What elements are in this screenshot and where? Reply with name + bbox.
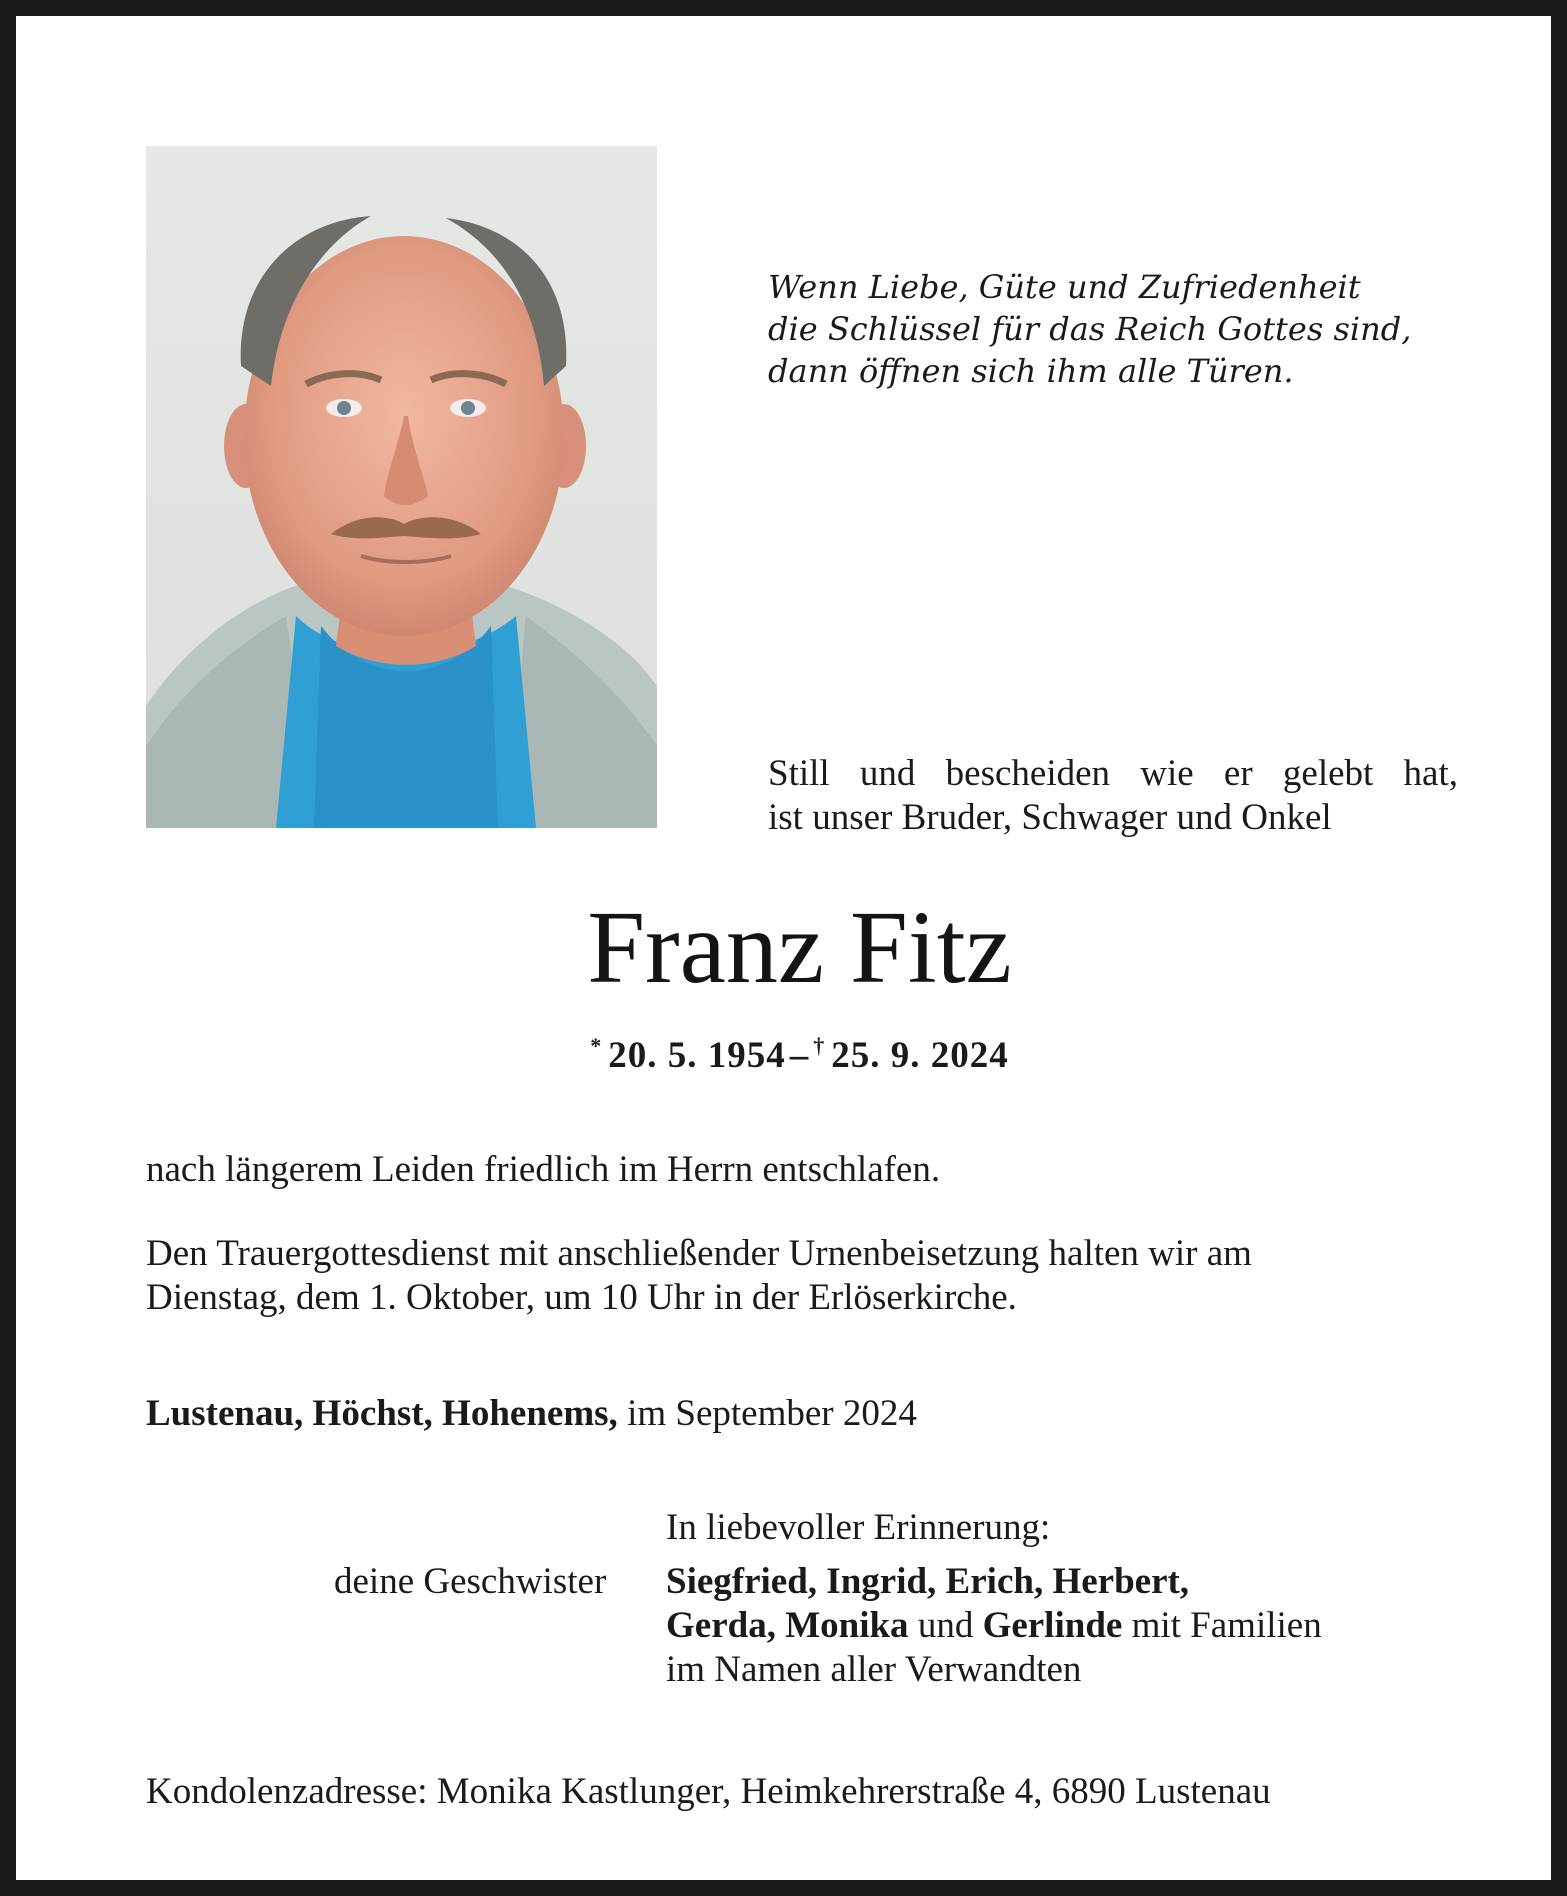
deceased-name: Franz Fitz bbox=[587, 890, 1012, 1005]
birth-symbol: * bbox=[590, 1033, 603, 1058]
siblings-list bbox=[666, 1560, 1322, 1692]
memorial-quote bbox=[768, 266, 1468, 392]
quote-line: Wenn Liebe, Güte und Zufriedenheit bbox=[768, 268, 1361, 306]
relatives-line: im Namen aller Verwandten bbox=[666, 1649, 1082, 1690]
death-date: 25. 9. 2024 bbox=[831, 1035, 1009, 1076]
death-symbol: † bbox=[813, 1033, 826, 1058]
sibling-names: Gerda, Monika bbox=[666, 1605, 909, 1646]
quote-line: die Schlüssel für das Reich Gottes sind, bbox=[768, 310, 1412, 348]
intro-line: Still und bescheiden wie er gelebt hat, bbox=[768, 753, 1458, 794]
memory-label: In liebevoller Erinnerung: bbox=[666, 1507, 1051, 1548]
portrait-illustration bbox=[146, 146, 657, 828]
notice-date: im September 2024 bbox=[617, 1393, 917, 1434]
birth-date: 20. 5. 1954 bbox=[608, 1035, 786, 1076]
date-separator: – bbox=[789, 1035, 810, 1076]
intro-text bbox=[768, 752, 1458, 840]
conjunction: und bbox=[908, 1605, 983, 1646]
service-line: Dienstag, dem 1. Oktober, um 10 Uhr in der Erlöserkirche. bbox=[146, 1277, 1017, 1318]
portrait-photo bbox=[146, 146, 657, 828]
quote-line: dann öffnen sich ihm alle Türen. bbox=[768, 352, 1294, 390]
sibling-names: Siegfried, Ingrid, Erich, Herbert, bbox=[666, 1561, 1190, 1602]
sibling-names: Gerlinde bbox=[982, 1605, 1123, 1646]
passing-paragraph bbox=[146, 1148, 1466, 1192]
condolence-address: Kondolenzadresse: Monika Kastlunger, Heimkehrerstraße 4, 6890 Lustenau bbox=[146, 1771, 1271, 1812]
passing-line: nach längerem Leiden friedlich im Herrn entschlafen. bbox=[146, 1149, 941, 1190]
service-paragraph bbox=[146, 1232, 1466, 1320]
intro-line: ist unser Bruder, Schwager und Onkel bbox=[768, 797, 1332, 838]
service-line: Den Trauergottesdienst mit anschließender Urnenbeisetzung halten wir am bbox=[146, 1233, 1252, 1274]
towns: Lustenau, Höchst, Hohenems, bbox=[146, 1393, 618, 1434]
with-families: mit Familien bbox=[1122, 1605, 1322, 1646]
place-and-date bbox=[146, 1392, 1466, 1436]
life-dates bbox=[16, 1022, 1567, 1080]
siblings-label: deine Geschwister bbox=[334, 1561, 607, 1602]
